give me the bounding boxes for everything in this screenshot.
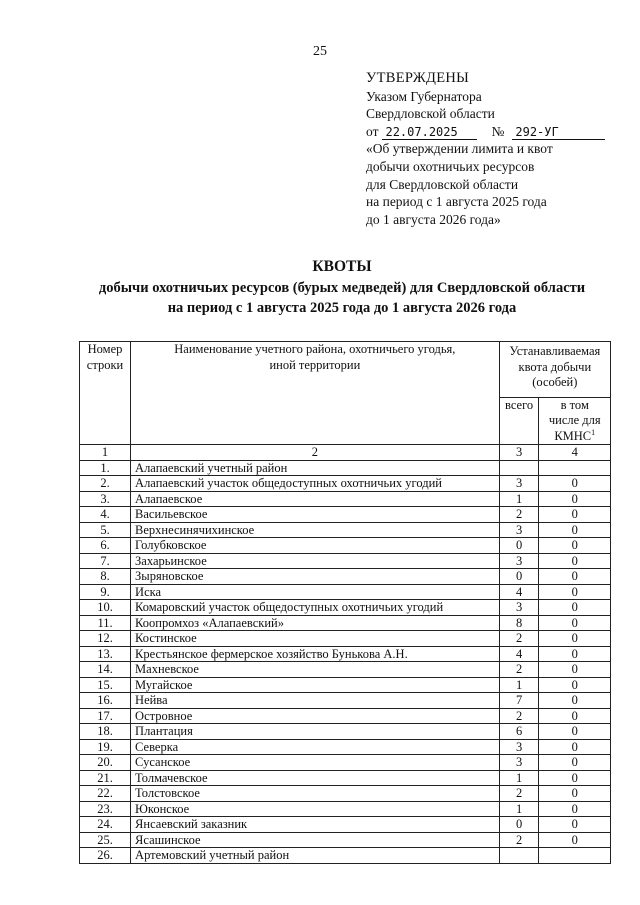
header-text: квота добычи	[518, 359, 592, 374]
header-total: всего	[499, 397, 539, 445]
approval-heading: УТВЕРЖДЕНЫ	[366, 70, 470, 86]
row-name-cell: Толмачевское	[131, 770, 500, 786]
header-name	[131, 342, 500, 445]
row-kmns-cell: 0	[539, 507, 611, 523]
document-subtitle	[0, 278, 640, 318]
row-kmns-cell: 0	[539, 677, 611, 693]
row-number-cell: 18.	[80, 724, 131, 740]
header-text: в том	[560, 397, 589, 412]
row-number-cell: 6.	[80, 538, 131, 554]
row-number-cell: 4.	[80, 507, 131, 523]
header-row-number	[80, 342, 131, 445]
column-number-row	[80, 445, 611, 461]
row-total-cell: 0	[499, 538, 539, 554]
row-kmns-cell: 0	[539, 801, 611, 817]
header-text: КМНС	[554, 428, 592, 443]
row-number-cell: 19.	[80, 739, 131, 755]
row-name-cell: Комаровский участок общедоступных охотничьих угодий	[131, 600, 500, 616]
table-row	[80, 569, 611, 585]
row-number-cell: 1.	[80, 460, 131, 476]
table-row	[80, 460, 611, 476]
row-kmns-cell: 0	[539, 755, 611, 771]
table-row	[80, 491, 611, 507]
row-name-cell: Голубковское	[131, 538, 500, 554]
row-number-cell: 21.	[80, 770, 131, 786]
row-number-cell: 15.	[80, 677, 131, 693]
row-name-cell: Верхнесинячихинское	[131, 522, 500, 538]
row-name-cell: Северка	[131, 739, 500, 755]
row-total-cell: 3	[499, 522, 539, 538]
row-kmns-cell: 0	[539, 569, 611, 585]
table-row	[80, 848, 611, 864]
header-kmns-line-3	[543, 429, 606, 445]
row-kmns-cell: 0	[539, 522, 611, 538]
table-row	[80, 677, 611, 693]
table-row	[80, 646, 611, 662]
document-title: КВОТЫ	[312, 258, 372, 275]
decree-title-line-5: до 1 августа 2026 года»	[366, 211, 501, 227]
table-row	[80, 507, 611, 523]
row-kmns-cell	[539, 848, 611, 864]
subtitle-line-2: на период с 1 августа 2025 года до 1 августа 2026 года	[167, 300, 517, 316]
approval-block	[366, 70, 616, 228]
row-kmns-cell: 0	[539, 832, 611, 848]
header-text: Номер	[87, 342, 123, 356]
table-row	[80, 476, 611, 492]
row-total-cell	[499, 460, 539, 476]
row-total-cell: 0	[499, 817, 539, 833]
row-kmns-cell: 0	[539, 662, 611, 678]
decree-number: 292-УГ	[512, 125, 605, 140]
row-total-cell: 2	[499, 662, 539, 678]
row-total-cell: 4	[499, 646, 539, 662]
row-number-cell: 13.	[80, 646, 131, 662]
row-kmns-cell: 0	[539, 631, 611, 647]
row-total-cell: 1	[499, 770, 539, 786]
row-kmns-cell	[539, 460, 611, 476]
row-total-cell: 6	[499, 724, 539, 740]
table-row	[80, 770, 611, 786]
header-kmns	[539, 397, 611, 445]
row-total-cell: 1	[499, 801, 539, 817]
row-number-cell: 14.	[80, 662, 131, 678]
row-number-cell: 7.	[80, 553, 131, 569]
row-number-cell: 11.	[80, 615, 131, 631]
row-name-cell: Юконское	[131, 801, 500, 817]
row-number-cell: 25.	[80, 832, 131, 848]
column-number: 4	[539, 445, 611, 461]
row-total-cell: 3	[499, 755, 539, 771]
row-name-cell: Захарьинское	[131, 553, 500, 569]
table-row	[80, 724, 611, 740]
row-total-cell: 0	[499, 569, 539, 585]
page-number: 25	[313, 44, 327, 59]
table-row	[80, 786, 611, 802]
row-kmns-cell: 0	[539, 491, 611, 507]
table-row	[80, 662, 611, 678]
header-quota	[499, 342, 610, 398]
table-row	[80, 739, 611, 755]
row-total-cell: 4	[499, 584, 539, 600]
row-total-cell: 3	[499, 600, 539, 616]
row-number-cell: 3.	[80, 491, 131, 507]
row-kmns-cell: 0	[539, 786, 611, 802]
row-number-cell: 16.	[80, 693, 131, 709]
column-number: 2	[131, 445, 500, 461]
row-name-cell: Алапаевский участок общедоступных охотничьих угодий	[131, 476, 500, 492]
row-number-cell: 17.	[80, 708, 131, 724]
row-number-cell: 8.	[80, 569, 131, 585]
row-total-cell: 2	[499, 507, 539, 523]
row-kmns-cell: 0	[539, 538, 611, 554]
row-total-cell: 3	[499, 739, 539, 755]
row-number-cell: 23.	[80, 801, 131, 817]
table-row	[80, 584, 611, 600]
row-name-cell: Крестьянское фермерское хозяйство Бунькова А.Н.	[131, 646, 500, 662]
row-number-cell: 22.	[80, 786, 131, 802]
header-text: Наименование учетного района, охотничьего угодья,	[174, 342, 456, 356]
row-total-cell: 3	[499, 476, 539, 492]
row-name-cell: Артемовский учетный район	[131, 848, 500, 864]
table-row	[80, 553, 611, 569]
row-name-cell: Толстовское	[131, 786, 500, 802]
table-row	[80, 817, 611, 833]
row-total-cell	[499, 848, 539, 864]
row-name-cell: Васильевское	[131, 507, 500, 523]
table-row	[80, 755, 611, 771]
row-name-cell: Махневское	[131, 662, 500, 678]
row-kmns-cell: 0	[539, 600, 611, 616]
row-kmns-cell: 0	[539, 724, 611, 740]
row-name-cell: Плантация	[131, 724, 500, 740]
decree-title-line-1: «Об утверждении лимита и квот	[366, 141, 553, 157]
decree-title-line-3: для Свердловской области	[366, 176, 519, 192]
approval-line-2: Свердловской области	[366, 106, 495, 122]
row-kmns-cell: 0	[539, 708, 611, 724]
row-number-cell: 12.	[80, 631, 131, 647]
row-total-cell: 2	[499, 708, 539, 724]
row-name-cell: Сусанское	[131, 755, 500, 771]
row-name-cell: Иска	[131, 584, 500, 600]
row-kmns-cell: 0	[539, 476, 611, 492]
table-row	[80, 615, 611, 631]
row-total-cell: 2	[499, 631, 539, 647]
row-total-cell: 2	[499, 832, 539, 848]
table-row	[80, 832, 611, 848]
row-number-cell: 2.	[80, 476, 131, 492]
table-row	[80, 538, 611, 554]
row-name-cell: Костинское	[131, 631, 500, 647]
row-kmns-cell: 0	[539, 615, 611, 631]
row-name-cell: Ясашинское	[131, 832, 500, 848]
row-name-cell: Янсаевский заказник	[131, 817, 500, 833]
decree-title-line-2: добычи охотничьих ресурсов	[366, 158, 535, 174]
row-number-cell: 10.	[80, 600, 131, 616]
quota-table-body	[80, 460, 611, 863]
row-name-cell: Зыряновское	[131, 569, 500, 585]
header-text: строки	[86, 357, 124, 372]
row-total-cell: 8	[499, 615, 539, 631]
row-kmns-cell: 0	[539, 817, 611, 833]
row-total-cell: 7	[499, 693, 539, 709]
row-kmns-cell: 0	[539, 739, 611, 755]
row-name-cell: Алапаевский учетный район	[131, 460, 500, 476]
row-kmns-cell: 0	[539, 553, 611, 569]
header-text: числе для	[548, 413, 601, 427]
row-kmns-cell: 0	[539, 693, 611, 709]
quota-table	[79, 341, 611, 864]
row-total-cell: 1	[499, 491, 539, 507]
row-total-cell: 1	[499, 677, 539, 693]
row-name-cell: Коопромхоз «Алапаевский»	[131, 615, 500, 631]
decree-title-line-4: на период с 1 августа 2025 года	[366, 194, 547, 210]
number-label: №	[491, 123, 505, 139]
row-number-cell: 26.	[80, 848, 131, 864]
header-text: (особей)	[532, 375, 578, 389]
row-total-cell: 3	[499, 553, 539, 569]
approval-line-1: Указом Губернатора	[366, 88, 482, 104]
row-number-cell: 9.	[80, 584, 131, 600]
table-row	[80, 600, 611, 616]
decree-date: 22.07.2025	[382, 125, 477, 140]
row-kmns-cell: 0	[539, 646, 611, 662]
header-text: иной территории	[269, 357, 361, 372]
row-name-cell: Островное	[131, 708, 500, 724]
table-row	[80, 522, 611, 538]
row-number-cell: 24.	[80, 817, 131, 833]
row-number-cell: 5.	[80, 522, 131, 538]
table-row	[80, 801, 611, 817]
row-total-cell: 2	[499, 786, 539, 802]
table-header-row	[80, 342, 611, 398]
row-number-cell: 20.	[80, 755, 131, 771]
row-name-cell: Алапаевское	[131, 491, 500, 507]
column-number: 1	[80, 445, 131, 461]
date-prefix: от	[366, 123, 379, 139]
decree-date-number-row	[366, 123, 616, 141]
row-name-cell: Нейва	[131, 693, 500, 709]
table-row	[80, 708, 611, 724]
row-kmns-cell: 0	[539, 770, 611, 786]
footnote-marker: 1	[591, 427, 596, 437]
row-kmns-cell: 0	[539, 584, 611, 600]
column-number: 3	[499, 445, 539, 461]
table-row	[80, 631, 611, 647]
table-row	[80, 693, 611, 709]
row-name-cell: Мугайское	[131, 677, 500, 693]
subtitle-line-1: добычи охотничьих ресурсов (бурых медведей) для Свердловской области	[98, 280, 586, 296]
header-text: Устанавливаемая	[509, 344, 601, 358]
